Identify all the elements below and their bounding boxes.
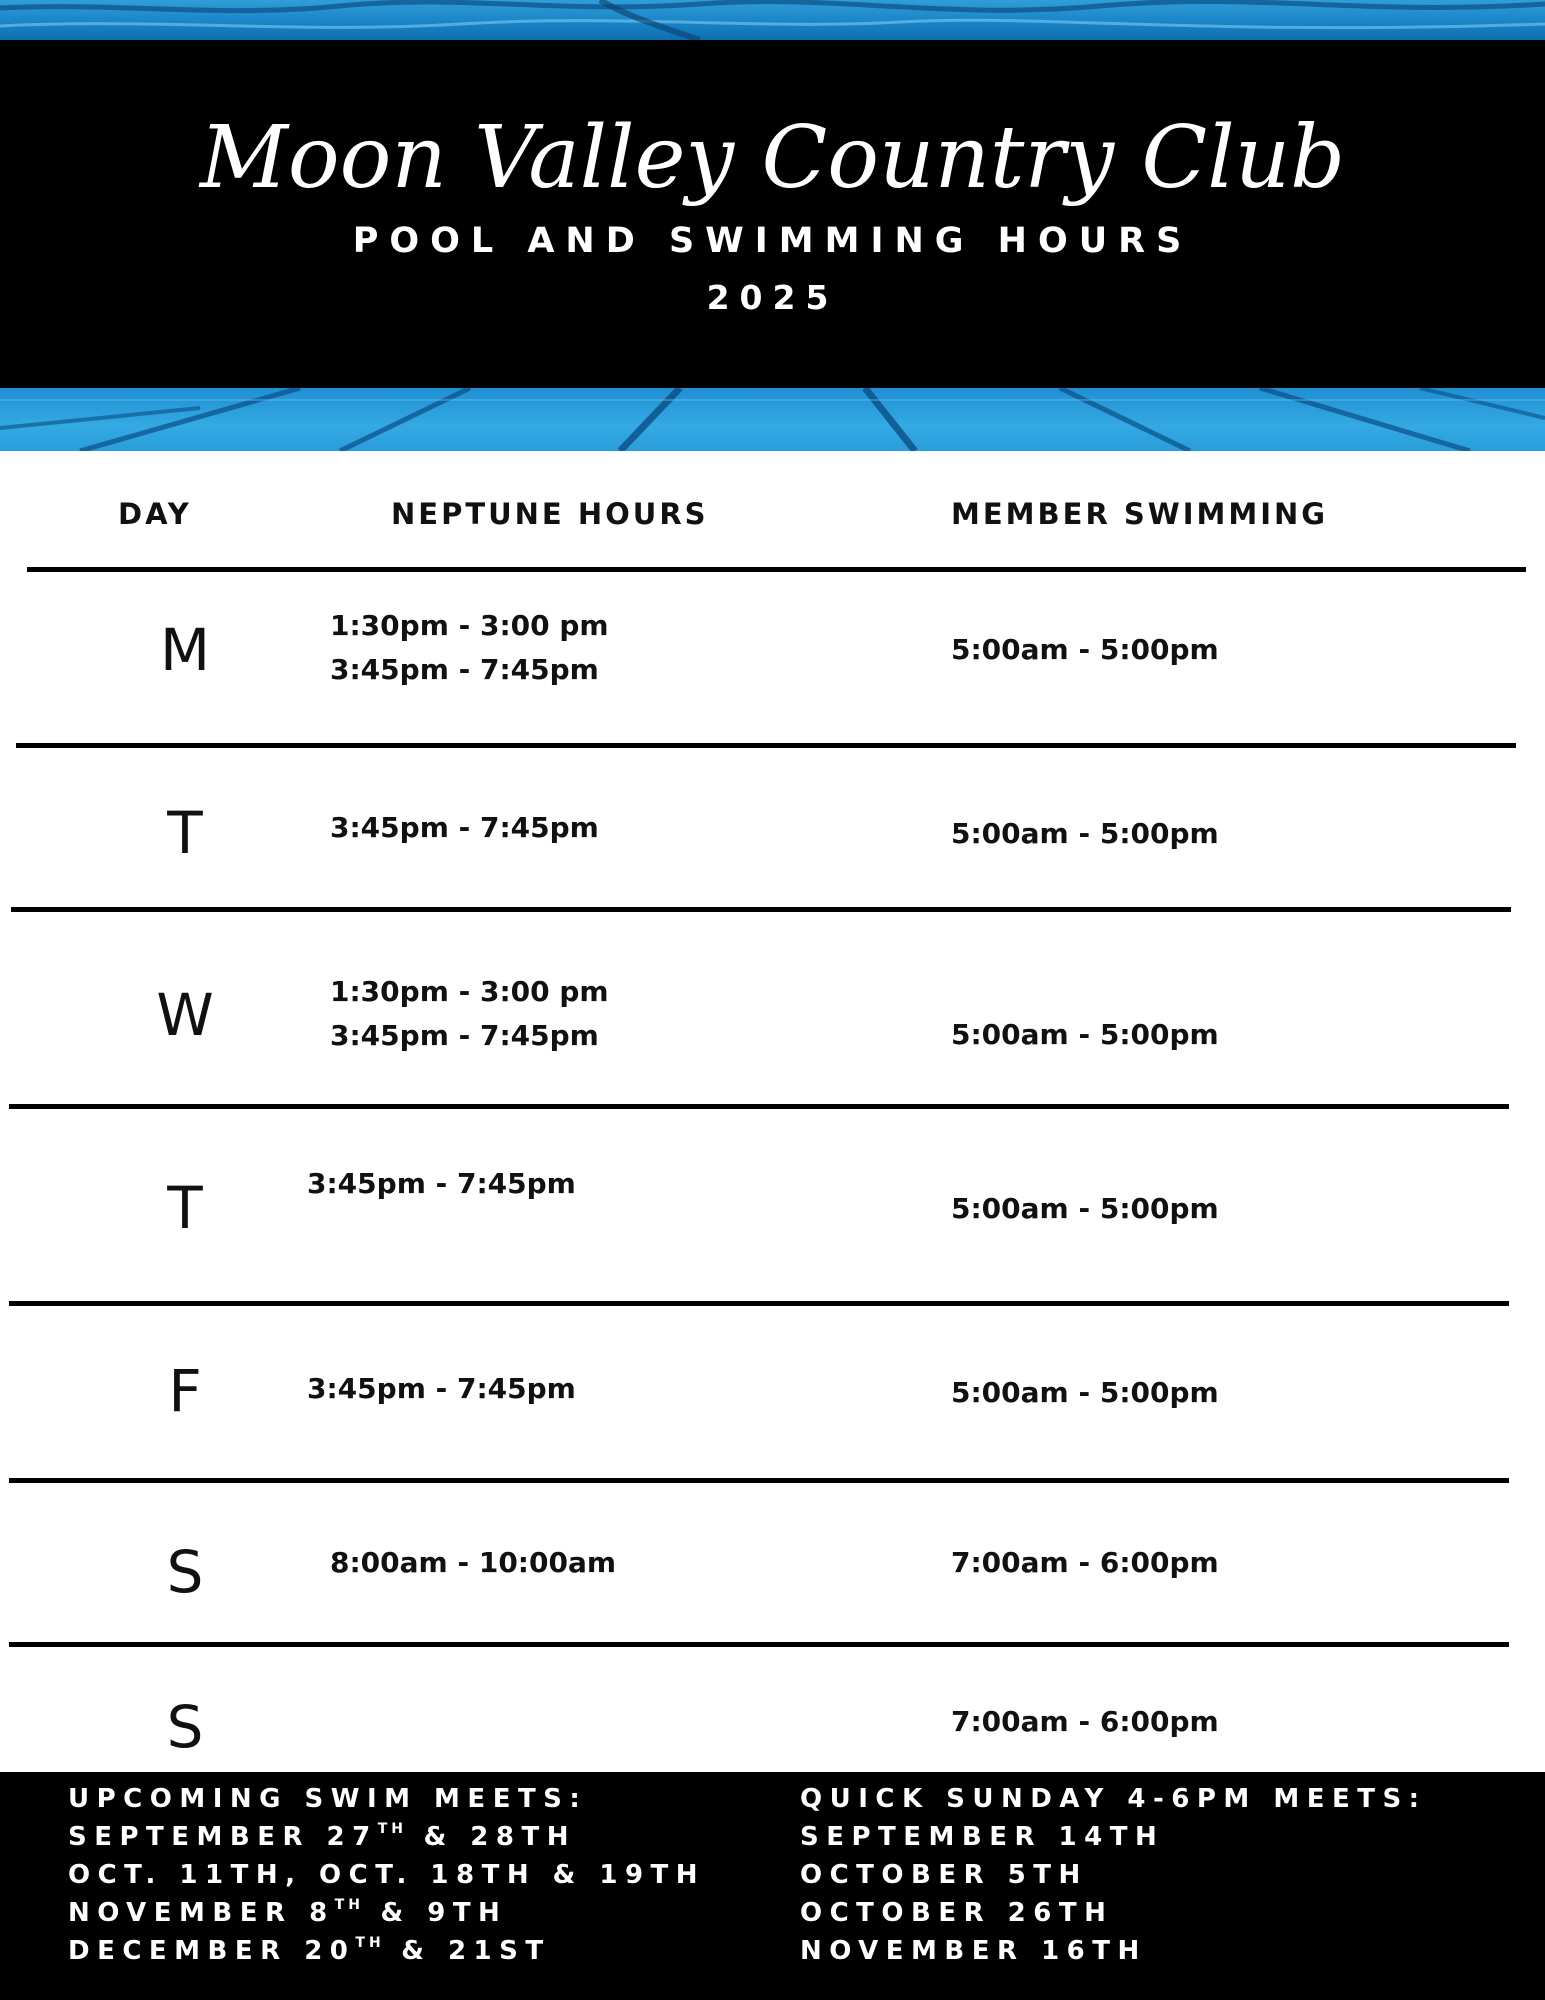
- member-swimming-hours: 5:00am - 5:00pm: [951, 1192, 1219, 1225]
- club-title: Moon Valley Country Club: [199, 108, 1346, 208]
- day-label: T: [167, 1174, 203, 1242]
- member-swimming-hours: 5:00am - 5:00pm: [951, 817, 1219, 850]
- day-label: S: [166, 1693, 204, 1761]
- day-label: T: [167, 799, 203, 867]
- day-label: M: [159, 616, 211, 684]
- neptune-hours: 3:45pm - 7:45pm: [330, 811, 599, 844]
- sunday-meets-heading: QUICK SUNDAY 4-6PM MEETS:: [800, 1784, 1427, 1814]
- neptune-hours: 1:30pm - 3:00 pm: [330, 609, 609, 642]
- sunday-meet-date: NOVEMBER 16TH: [800, 1936, 1147, 1966]
- column-header-neptune-hours: NEPTUNE HOURS: [391, 497, 709, 531]
- pool-water-image-top: [0, 0, 1545, 40]
- meet-date: OCT. 11TH, OCT. 18TH & 19TH: [68, 1860, 706, 1890]
- meet-date: NOVEMBER 8TH & 9TH: [68, 1897, 508, 1928]
- header-band: [0, 40, 1545, 388]
- member-swimming-hours: 7:00am - 6:00pm: [951, 1546, 1219, 1579]
- table-divider: [9, 1104, 1509, 1109]
- sunday-meet-date: SEPTEMBER 14TH: [800, 1822, 1165, 1852]
- member-swimming-hours: 5:00am - 5:00pm: [951, 633, 1219, 666]
- meet-date: SEPTEMBER 27TH & 28TH: [68, 1821, 576, 1852]
- neptune-hours: 3:45pm - 7:45pm: [307, 1372, 576, 1405]
- neptune-hours: 3:45pm - 7:45pm: [330, 1019, 599, 1052]
- quick-sunday-meets: [800, 1780, 1427, 1970]
- neptune-hours: 8:00am - 10:00am: [330, 1546, 617, 1579]
- table-divider: [9, 1478, 1509, 1483]
- year-label: 2025: [706, 278, 839, 317]
- sunday-meet-date: OCTOBER 26TH: [800, 1898, 1114, 1928]
- day-label: S: [166, 1538, 204, 1606]
- upcoming-swim-meets: [68, 1780, 705, 1970]
- table-divider: [27, 567, 1526, 572]
- column-header-day: DAY: [118, 497, 192, 531]
- table-divider: [11, 907, 1511, 912]
- sunday-meet-date: OCTOBER 5TH: [800, 1860, 1088, 1890]
- table-divider: [9, 1642, 1509, 1647]
- neptune-hours: 3:45pm - 7:45pm: [330, 653, 599, 686]
- table-divider: [16, 743, 1516, 748]
- member-swimming-hours: 5:00am - 5:00pm: [951, 1376, 1219, 1409]
- neptune-hours: 3:45pm - 7:45pm: [307, 1167, 576, 1200]
- pool-water-image-bottom: [0, 388, 1545, 451]
- member-swimming-hours: 5:00am - 5:00pm: [951, 1018, 1219, 1051]
- day-label: F: [168, 1357, 202, 1425]
- meet-date: DECEMBER 20TH & 21ST: [68, 1935, 551, 1966]
- member-swimming-hours: 7:00am - 6:00pm: [951, 1705, 1219, 1738]
- upcoming-meets-heading: UPCOMING SWIM MEETS:: [68, 1784, 588, 1814]
- page-subtitle: POOL AND SWIMMING HOURS: [352, 221, 1193, 261]
- column-header-member-swimming: MEMBER SWIMMING: [951, 497, 1329, 531]
- neptune-hours: 1:30pm - 3:00 pm: [330, 975, 609, 1008]
- day-label: W: [156, 981, 214, 1049]
- table-divider: [9, 1301, 1509, 1306]
